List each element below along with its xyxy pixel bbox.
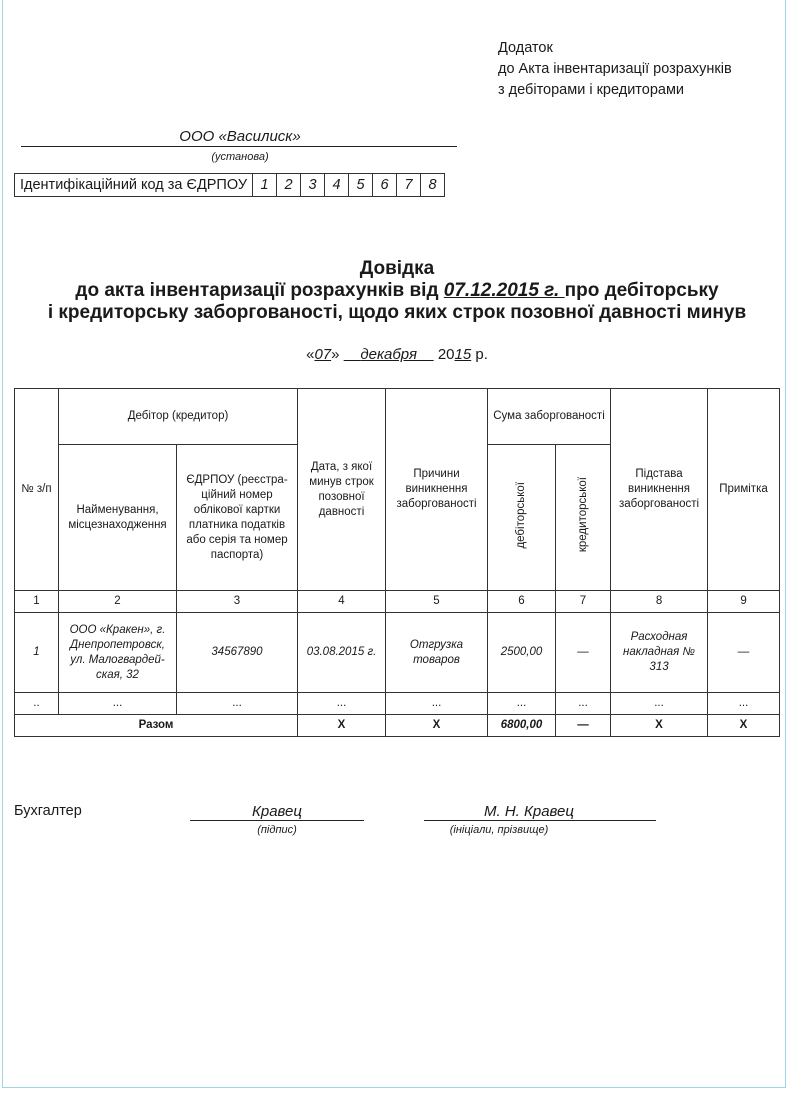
- title-line-2-start: до акта інвентаризації розрахунків від: [75, 280, 444, 301]
- title-line-2-end: про дебіторську: [564, 280, 719, 301]
- signer-name-caption: (ініціали, прізвище): [449, 824, 549, 836]
- edrpou-digit: 5: [349, 174, 373, 197]
- col-number: 4: [298, 591, 386, 613]
- header-debit-cell: [488, 445, 556, 591]
- date-year-prefix: 20: [437, 346, 455, 363]
- row-num: 1: [15, 613, 59, 693]
- header-edrpou: ЄДРПОУ (реєстра-ційний номер облікової картки платника податків або серія та номер паспорта): [177, 445, 298, 591]
- total-reason: Х: [386, 715, 488, 737]
- total-row: [15, 715, 780, 737]
- col-number: 2: [59, 591, 177, 613]
- row-date: ...: [298, 693, 386, 715]
- edrpou-code-box: [14, 173, 445, 197]
- col-number: 1: [15, 591, 59, 613]
- total-basis: Х: [611, 715, 708, 737]
- row-edrpou: 34567890: [177, 613, 298, 693]
- row-basis: ...: [611, 693, 708, 715]
- header-sum: Сума заборгованості: [488, 389, 611, 445]
- signer-role: Бухгалтер: [14, 803, 82, 819]
- date-year-word: р.: [471, 346, 488, 363]
- header-reasons: Причини виникнення заборгованості: [386, 389, 488, 591]
- row-note: ...: [708, 693, 780, 715]
- col-number: 8: [611, 591, 708, 613]
- organization-caption: (установа): [211, 151, 269, 163]
- row-reason: Отгрузка товаров: [386, 613, 488, 693]
- total-debit: 6800,00: [488, 715, 556, 737]
- row-credit: ...: [556, 693, 611, 715]
- row-date: 03.08.2015 г.: [298, 613, 386, 693]
- appendix-line-3: з дебіторами і кредиторами: [498, 82, 685, 98]
- row-note: —: [708, 613, 780, 693]
- row-debit: ...: [488, 693, 556, 715]
- appendix-note: [498, 38, 732, 101]
- appendix-line-1: Додаток: [498, 40, 553, 56]
- header-date: Дата, з якої минув строк позовної давності: [298, 389, 386, 591]
- row-reason: ...: [386, 693, 488, 715]
- table-row: [15, 693, 780, 715]
- edrpou-label: Ідентифікаційний код за ЄДРПОУ: [15, 174, 253, 197]
- quote-close: »: [331, 346, 340, 363]
- signature-caption: (підпис): [257, 824, 297, 836]
- quote-open: «: [306, 346, 315, 363]
- total-label: Разом: [15, 715, 298, 737]
- row-basis: Расходная накладная № 313: [611, 613, 708, 693]
- col-number: 6: [488, 591, 556, 613]
- date-year-suffix: 15: [454, 346, 472, 363]
- document-date: [0, 346, 794, 363]
- column-number-row: [15, 591, 780, 613]
- debt-table: [14, 388, 780, 737]
- header-basis: Підстава виникнення заборгованості: [611, 389, 708, 591]
- row-name: ООО «Кракен», г. Днепропетровск, ул. Малогвардей-ская, 32: [59, 613, 177, 693]
- col-number: 9: [708, 591, 780, 613]
- act-date: 07.12.2015 г.: [443, 280, 565, 301]
- header-credit: кредиторської: [576, 477, 589, 553]
- edrpou-digit: 1: [253, 174, 277, 197]
- header-credit-cell: [556, 445, 611, 591]
- signature-underline: [190, 820, 364, 821]
- organization-underline: [21, 146, 457, 147]
- date-month: декабря: [360, 346, 417, 363]
- row-edrpou: ...: [177, 693, 298, 715]
- header-note: Примітка: [708, 389, 780, 591]
- title-line-3: і кредиторську заборгованості, щодо яких строк позовної давності минув: [47, 302, 747, 323]
- signer-name: М. Н. Кравец: [484, 803, 574, 820]
- edrpou-digit: 8: [421, 174, 445, 197]
- row-credit: —: [556, 613, 611, 693]
- signature: Кравец: [252, 803, 302, 820]
- col-number: 7: [556, 591, 611, 613]
- edrpou-digit: 3: [301, 174, 325, 197]
- total-credit: —: [556, 715, 611, 737]
- edrpou-digit: 7: [397, 174, 421, 197]
- header-debit: дебіторської: [515, 481, 527, 549]
- header-name: Найменування, місцезнаходження: [59, 445, 177, 591]
- table-row: [15, 613, 780, 693]
- row-name: ...: [59, 693, 177, 715]
- date-month-field: [344, 346, 434, 363]
- row-debit: 2500,00: [488, 613, 556, 693]
- signer-name-underline: [424, 820, 656, 821]
- date-day: 07: [314, 346, 332, 363]
- title-line-1: Довідка: [359, 258, 435, 279]
- organization-name: ООО «Василиск»: [179, 128, 301, 145]
- total-date: Х: [298, 715, 386, 737]
- edrpou-digit: 2: [277, 174, 301, 197]
- col-number: 5: [386, 591, 488, 613]
- row-num: ..: [15, 693, 59, 715]
- header-debtor: Дебітор (кредитор): [59, 389, 298, 445]
- total-note: Х: [708, 715, 780, 737]
- edrpou-digit: 4: [325, 174, 349, 197]
- appendix-line-2: до Акта інвентаризації розрахунків: [498, 61, 732, 77]
- edrpou-digit: 6: [373, 174, 397, 197]
- document-title: [0, 258, 794, 324]
- header-num: № з/п: [15, 389, 59, 591]
- title-line-2: [0, 280, 794, 302]
- col-number: 3: [177, 591, 298, 613]
